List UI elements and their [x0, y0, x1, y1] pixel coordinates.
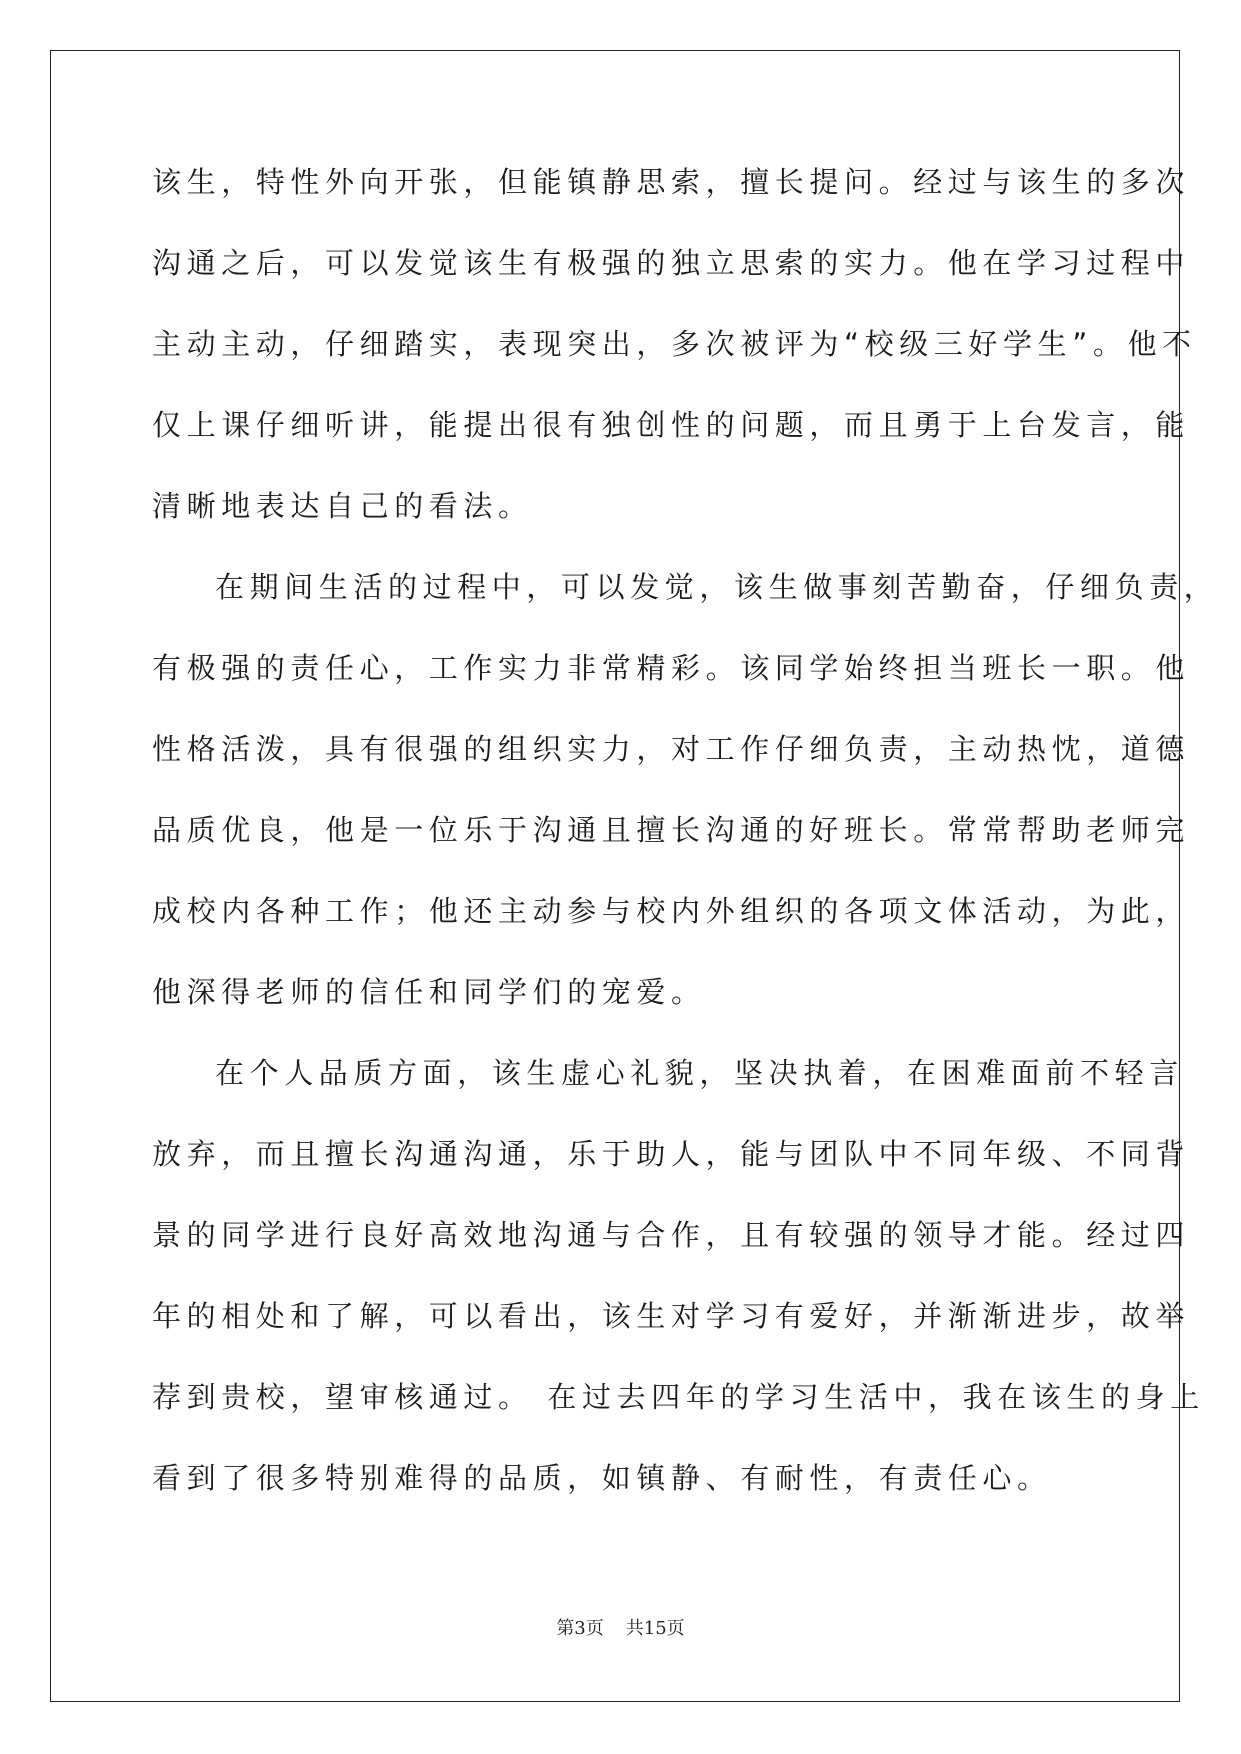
text-line: 在个人品质方面，该生虚心礼貌，坚决执着，在困难面前不轻言: [215, 1056, 1184, 1090]
page-number: 第3页: [556, 1618, 604, 1639]
text-line: 仅上课仔细听讲，能提出很有独创性的问题，而且勇于上台发言，能: [152, 408, 1191, 442]
page-footer: [0, 1614, 1241, 1640]
text-line: 看到了很多特别难得的品质，如镇静、有耐性，有责任心。: [152, 1461, 1052, 1495]
text-line: 性格活泼，具有很强的组织实力，对工作仔细负责，主动热忱，道德: [152, 732, 1191, 766]
text-line: 在期间生活的过程中，可以发觉，该生做事刻苦勤奋，仔细负责，: [215, 570, 1219, 604]
text-line: 成校内各种工作；他还主动参与校内外组织的各项文体活动，为此，: [152, 894, 1191, 928]
text-line: 沟通之后，可以发觉该生有极强的独立思索的实力。他在学习过程中: [152, 246, 1191, 280]
text-line: 该生，特性外向开张，但能镇静思索，擅长提问。经过与该生的多次: [152, 165, 1191, 199]
text-line: 主动主动，仔细踏实，表现突出，多次被评为“校级三好学生”。他不: [152, 327, 1197, 361]
text-line: 放弃，而且擅长沟通沟通，乐于助人，能与团队中不同年级、不同背: [152, 1137, 1191, 1171]
page-total: 共15页: [625, 1618, 685, 1639]
text-line: 有极强的责任心，工作实力非常精彩。该同学始终担当班长一职。他: [152, 651, 1191, 685]
text-line: 景的同学进行良好高效地沟通与合作，且有较强的领导才能。经过四: [152, 1218, 1191, 1252]
text-line: 他深得老师的信任和同学们的宠爱。: [152, 975, 706, 1009]
text-line: 清晰地表达自己的看法。: [152, 489, 533, 523]
text-line: 年的相处和了解，可以看出，该生对学习有爱好，并渐渐进步，故举: [152, 1299, 1191, 1333]
text-line: 品质优良，他是一位乐于沟通且擅长沟通的好班长。常常帮助老师完: [152, 813, 1191, 847]
document-body: [152, 162, 1219, 1539]
text-line: 荐到贵校，望审核通过。 在过去四年的学习生活中，我在该生的身上: [152, 1380, 1205, 1414]
